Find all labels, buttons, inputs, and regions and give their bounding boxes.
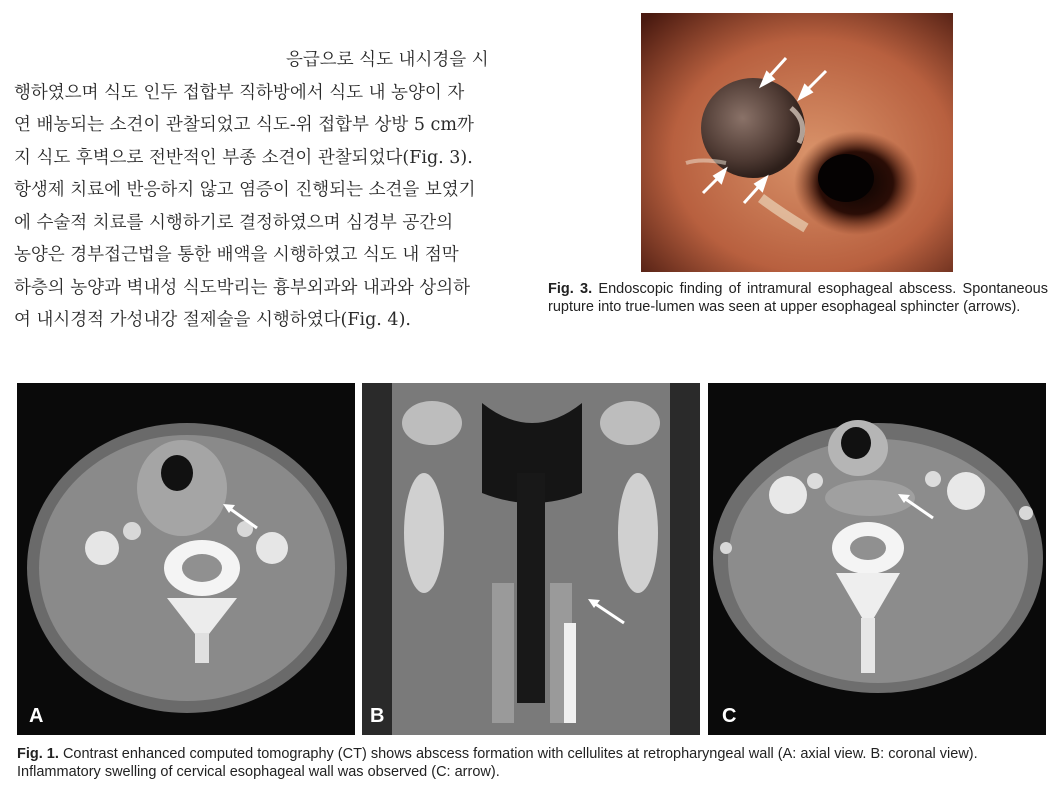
fig3-caption — [548, 280, 1048, 316]
ct-panel-a — [17, 383, 355, 735]
body-text — [14, 44, 519, 337]
fig1-caption — [17, 745, 1047, 781]
ct-panel-b — [362, 383, 700, 735]
body-line: 행하였으며 식도 인두 접합부 직하방에서 식도 내 농양이 자 — [14, 82, 465, 103]
ct-axial-image — [708, 383, 1046, 735]
ct-axial-image — [17, 383, 355, 735]
panel-label-b: B — [370, 705, 385, 727]
fig1-caption-text: Contrast enhanced computed tomography (CT) shows abscess formation with cellulites at retropharyngeal wall (A: axial view. B: coronal view). Inflammatory swelling of cervical esophageal wall was observed (C: arrow). — [17, 746, 978, 780]
body-line: 하층의 농양과 벽내성 식도박리는 흉부외과와 내과와 상의하 — [14, 277, 470, 298]
fig3-caption-text: Endoscopic finding of intramural esophageal abscess. Spontaneous rupture into true-lumen was seen at upper esophageal sphincter (arrows). — [548, 281, 1048, 315]
panel-label-c: C — [722, 705, 737, 727]
body-line: 에 수술적 치료를 시행하기로 결정하였으며 심경부 공간의 — [14, 212, 454, 233]
fig3-label: Fig. 3. — [548, 281, 593, 297]
panel-label-a: A — [29, 705, 44, 727]
body-line: 여 내시경적 가성내강 절제술을 시행하였다(Fig. 4). — [14, 310, 411, 330]
endoscopy-image — [641, 13, 953, 272]
ct-coronal-image — [362, 383, 700, 735]
endoscopy-photo — [641, 13, 953, 272]
body-line: 항생제 치료에 반응하지 않고 염증이 진행되는 소견을 보였기 — [14, 180, 476, 200]
body-line: 응급으로 식도 내시경을 시 — [286, 50, 489, 70]
fig1-label: Fig. 1. — [17, 746, 59, 762]
body-line: 연 배농되는 소견이 관찰되었고 식도-위 접합부 상방 5 cm까 — [14, 115, 474, 135]
body-line: 지 식도 후벽으로 전반적인 부종 소견이 관찰되었다(Fig. 3). — [14, 147, 473, 168]
body-line: 농양은 경부접근법을 통한 배액을 시행하였고 식도 내 점막 — [14, 245, 459, 265]
ct-panel-c — [708, 383, 1046, 735]
